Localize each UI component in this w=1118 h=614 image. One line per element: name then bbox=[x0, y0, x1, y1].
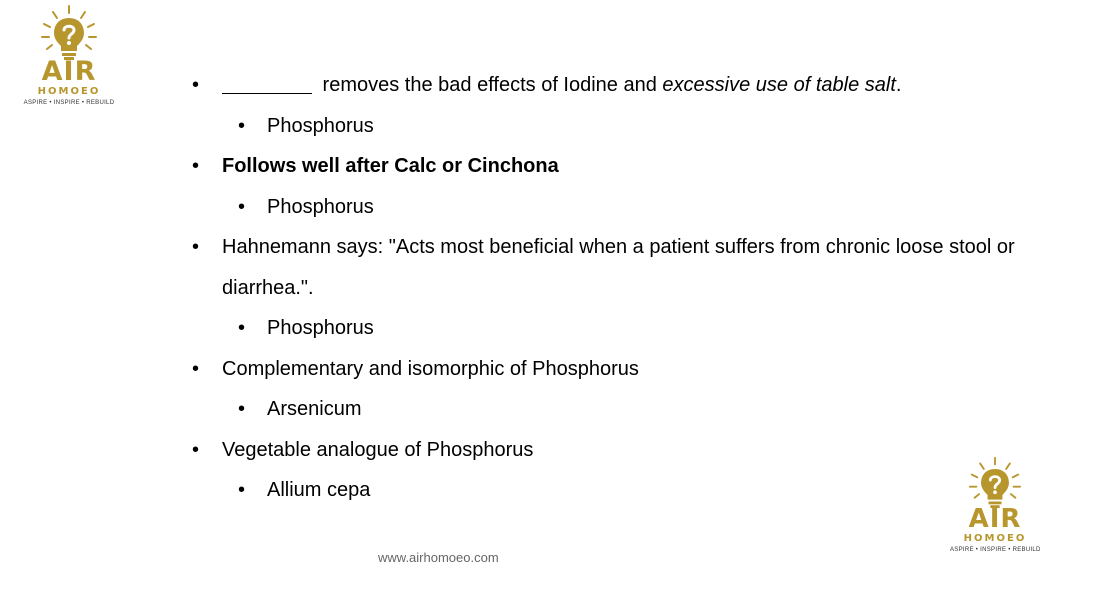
lightbulb-icon bbox=[39, 4, 99, 60]
bullet-icon: • bbox=[238, 114, 246, 137]
question-row bbox=[192, 146, 1092, 187]
question-row bbox=[192, 349, 1092, 390]
bullet-icon: • bbox=[192, 155, 200, 177]
bullet-icon: • bbox=[238, 195, 246, 218]
logo-top bbox=[22, 4, 116, 106]
question-text-line2: diarrhea.". bbox=[222, 276, 314, 299]
question-italic-text: excessive use of table salt bbox=[662, 74, 896, 96]
bullet-icon: • bbox=[192, 74, 200, 96]
answer-text: Allium cepa bbox=[267, 479, 371, 501]
answer-row bbox=[192, 389, 1092, 430]
logo-tagline: ASPIRE • INSPIRE • REBUILD bbox=[23, 100, 115, 106]
logo-tagline: ASPIRE • INSPIRE • REBUILD bbox=[950, 547, 1041, 553]
answer-text: Arsenicum bbox=[267, 398, 362, 420]
question-end: . bbox=[895, 74, 902, 96]
footer-url: www.airhomoeo.com bbox=[378, 550, 499, 565]
lightbulb-icon bbox=[967, 456, 1023, 508]
answer-row bbox=[192, 308, 1092, 349]
bullet-icon: • bbox=[238, 398, 246, 420]
logo-name: AIR bbox=[968, 504, 1022, 534]
question-text: removes the bad effects of Iodine and bbox=[317, 74, 663, 96]
bullet-icon: • bbox=[192, 357, 200, 380]
logo-name: AIR bbox=[41, 56, 97, 87]
bullet-icon: • bbox=[238, 479, 246, 501]
question-text-line1: Hahnemann says: "Acts most beneficial when a patient suffers from chronic loose stool or bbox=[222, 236, 1015, 258]
answer-row bbox=[192, 106, 1092, 147]
bullet-icon: • bbox=[238, 317, 246, 339]
question-text: Complementary and isomorphic of Phosphorus bbox=[222, 357, 639, 380]
slide-content bbox=[192, 65, 1092, 511]
bullet-icon: • bbox=[192, 236, 200, 258]
answer-text: Phosphorus bbox=[267, 114, 374, 137]
question-text: Vegetable analogue of Phosphorus bbox=[222, 438, 534, 461]
question-text: Follows well after Calc or Cinchona bbox=[222, 155, 559, 177]
logo-bottom bbox=[950, 456, 1040, 553]
answer-text: Phosphorus bbox=[267, 317, 374, 339]
answer-row bbox=[192, 187, 1092, 228]
bullet-icon: • bbox=[192, 438, 200, 461]
logo-subname: HOMOEO bbox=[963, 533, 1027, 544]
fill-in-blank bbox=[222, 73, 312, 94]
answer-text: Phosphorus bbox=[267, 195, 374, 218]
logo-subname: HOMOEO bbox=[37, 86, 101, 97]
question-row bbox=[192, 65, 1092, 106]
question-row bbox=[192, 227, 1092, 308]
